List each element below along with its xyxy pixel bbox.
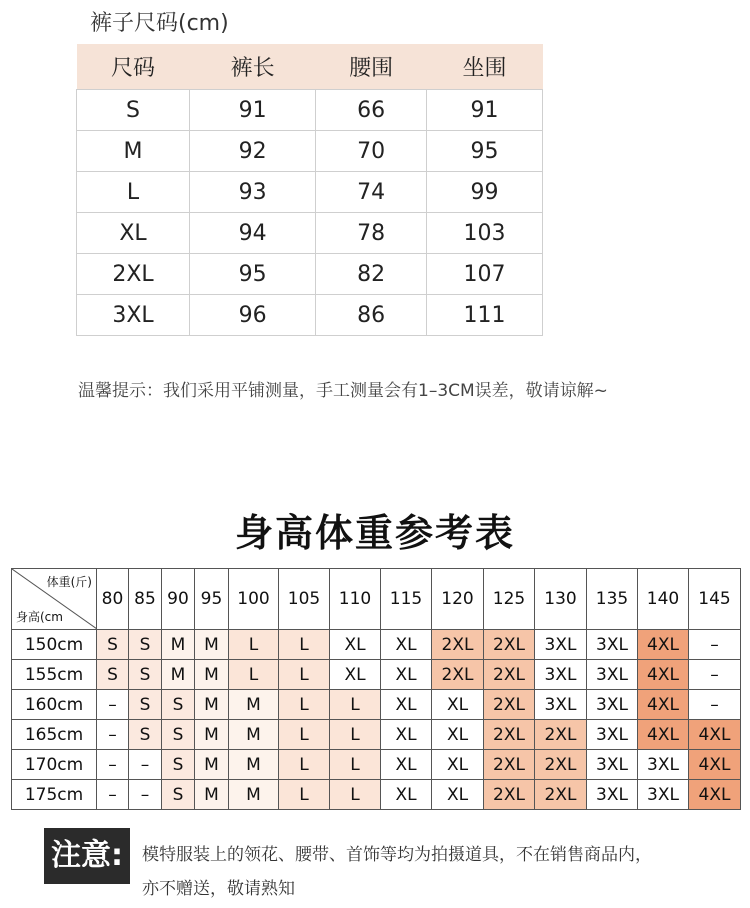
- size-cell: –: [97, 690, 129, 720]
- size-cell: 4XL: [638, 720, 689, 750]
- size-cell: 2XL: [535, 780, 587, 810]
- size-cell: L: [279, 690, 330, 720]
- size-cell: 3XL: [535, 630, 587, 660]
- size-cell: 4XL: [638, 660, 689, 690]
- pants-cell: 94: [190, 213, 316, 254]
- header-hip: 坐围: [427, 44, 543, 90]
- size-cell: 4XL: [638, 630, 689, 660]
- size-cell: M: [195, 720, 229, 750]
- height-cell: 165cm: [12, 720, 97, 750]
- pants-row: [77, 131, 543, 172]
- pants-cell: 103: [427, 213, 543, 254]
- size-cell: 3XL: [587, 780, 638, 810]
- size-cell: 2XL: [484, 750, 535, 780]
- height-axis-label: 身高(cm: [16, 610, 63, 624]
- weight-header-cell: 85: [129, 569, 162, 630]
- pants-cell: XL: [77, 213, 190, 254]
- note-text-line2: 亦不赠送，敬请熟知: [142, 879, 295, 899]
- size-cell: XL: [432, 690, 484, 720]
- weight-axis-label: 体重(斤): [46, 575, 92, 589]
- size-cell: XL: [330, 660, 381, 690]
- pants-row: [77, 213, 543, 254]
- pants-cell: 92: [190, 131, 316, 172]
- weight-header-cell: 115: [381, 569, 432, 630]
- size-cell: S: [162, 780, 195, 810]
- size-cell: 4XL: [689, 750, 741, 780]
- size-cell: L: [279, 780, 330, 810]
- size-cell: XL: [381, 750, 432, 780]
- size-cell: S: [129, 690, 162, 720]
- height-cell: 155cm: [12, 660, 97, 690]
- size-cell: M: [195, 690, 229, 720]
- note-badge: 注意:: [44, 828, 130, 884]
- size-cell: L: [330, 750, 381, 780]
- header-waist: 腰围: [316, 44, 427, 90]
- weight-header-cell: 130: [535, 569, 587, 630]
- pants-cell: 2XL: [77, 254, 190, 295]
- pants-row: [77, 295, 543, 336]
- size-cell: S: [162, 690, 195, 720]
- pants-cell: 95: [427, 131, 543, 172]
- pants-cell: 93: [190, 172, 316, 213]
- header-length: 裤长: [190, 44, 316, 90]
- weight-header-cell: 80: [97, 569, 129, 630]
- size-cell: S: [129, 630, 162, 660]
- size-cell: 3XL: [587, 660, 638, 690]
- size-cell: –: [97, 720, 129, 750]
- height-row: [12, 780, 741, 810]
- size-cell: –: [129, 750, 162, 780]
- size-cell: XL: [432, 750, 484, 780]
- pants-cell: 3XL: [77, 295, 190, 336]
- size-cell: –: [689, 630, 741, 660]
- size-cell: L: [330, 780, 381, 810]
- size-cell: 4XL: [689, 780, 741, 810]
- pants-cell: 96: [190, 295, 316, 336]
- size-cell: XL: [381, 630, 432, 660]
- size-cell: 2XL: [535, 720, 587, 750]
- size-cell: 2XL: [484, 720, 535, 750]
- pants-cell: 91: [427, 90, 543, 131]
- pants-row: [77, 90, 543, 131]
- size-cell: 4XL: [638, 690, 689, 720]
- size-cell: –: [689, 660, 741, 690]
- pants-cell: 91: [190, 90, 316, 131]
- size-cell: 3XL: [587, 630, 638, 660]
- size-cell: L: [279, 720, 330, 750]
- weight-header-cell: 135: [587, 569, 638, 630]
- weight-header-cell: 105: [279, 569, 330, 630]
- height-cell: 150cm: [12, 630, 97, 660]
- size-cell: M: [162, 630, 195, 660]
- size-cell: 2XL: [432, 660, 484, 690]
- pants-cell: 74: [316, 172, 427, 213]
- size-cell: M: [195, 630, 229, 660]
- pants-cell: 86: [316, 295, 427, 336]
- weight-header-cell: 90: [162, 569, 195, 630]
- size-cell: L: [330, 720, 381, 750]
- size-cell: XL: [432, 720, 484, 750]
- pants-cell: 66: [316, 90, 427, 131]
- weight-header-cell: 120: [432, 569, 484, 630]
- weight-header-cell: 95: [195, 569, 229, 630]
- size-cell: S: [162, 750, 195, 780]
- corner-cell: [12, 569, 97, 630]
- size-cell: 3XL: [587, 750, 638, 780]
- size-cell: XL: [330, 630, 381, 660]
- weight-header-cell: 145: [689, 569, 741, 630]
- weight-header-cell: 140: [638, 569, 689, 630]
- pants-header-row: [77, 44, 543, 90]
- size-cell: 3XL: [535, 690, 587, 720]
- pants-cell: 99: [427, 172, 543, 213]
- size-cell: –: [129, 780, 162, 810]
- size-cell: M: [195, 660, 229, 690]
- size-cell: XL: [381, 690, 432, 720]
- size-cell: M: [195, 750, 229, 780]
- pants-cell: M: [77, 131, 190, 172]
- size-cell: L: [279, 750, 330, 780]
- size-cell: 2XL: [484, 630, 535, 660]
- height-row: [12, 720, 741, 750]
- size-cell: 2XL: [535, 750, 587, 780]
- pants-cell: 70: [316, 131, 427, 172]
- size-cell: S: [162, 720, 195, 750]
- size-cell: XL: [381, 720, 432, 750]
- size-cell: M: [195, 780, 229, 810]
- weight-header-row: [12, 569, 741, 630]
- size-cell: –: [97, 750, 129, 780]
- size-cell: XL: [381, 780, 432, 810]
- size-cell: 3XL: [587, 690, 638, 720]
- height-row: [12, 660, 741, 690]
- size-cell: M: [229, 690, 279, 720]
- size-cell: M: [229, 780, 279, 810]
- pants-cell: 95: [190, 254, 316, 295]
- pants-cell: L: [77, 172, 190, 213]
- size-cell: L: [229, 630, 279, 660]
- weight-header-cell: 100: [229, 569, 279, 630]
- size-cell: XL: [381, 660, 432, 690]
- height-cell: 175cm: [12, 780, 97, 810]
- weight-header-cell: 110: [330, 569, 381, 630]
- size-cell: M: [229, 750, 279, 780]
- pants-row: [77, 254, 543, 295]
- pants-size-title: 裤子尺码(cm): [90, 11, 229, 36]
- size-cell: 3XL: [638, 780, 689, 810]
- size-cell: M: [162, 660, 195, 690]
- height-row: [12, 750, 741, 780]
- pants-cell: 78: [316, 213, 427, 254]
- pants-cell: 107: [427, 254, 543, 295]
- pants-size-table: [76, 44, 543, 336]
- size-cell: L: [279, 630, 330, 660]
- size-cell: S: [97, 660, 129, 690]
- size-cell: S: [129, 720, 162, 750]
- size-cell: 3XL: [638, 750, 689, 780]
- pants-cell: S: [77, 90, 190, 131]
- size-cell: 2XL: [484, 690, 535, 720]
- size-cell: M: [229, 720, 279, 750]
- pants-cell: 111: [427, 295, 543, 336]
- measurement-tip: 温馨提示：我们采用平铺测量，手工测量会有1–3CM误差，敬请谅解~: [78, 381, 608, 401]
- size-cell: 2XL: [432, 630, 484, 660]
- size-cell: 2XL: [484, 780, 535, 810]
- pants-cell: 82: [316, 254, 427, 295]
- height-weight-chart-title: 身高体重参考表: [234, 511, 515, 555]
- size-cell: S: [97, 630, 129, 660]
- size-cell: –: [689, 690, 741, 720]
- pants-row: [77, 172, 543, 213]
- height-cell: 170cm: [12, 750, 97, 780]
- size-cell: 2XL: [484, 660, 535, 690]
- size-cell: 4XL: [689, 720, 741, 750]
- size-cell: S: [129, 660, 162, 690]
- size-cell: –: [97, 780, 129, 810]
- weight-header-cell: 125: [484, 569, 535, 630]
- size-cell: 3XL: [535, 660, 587, 690]
- height-row: [12, 630, 741, 660]
- note-text-line1: 模特服装上的领花、腰带、首饰等均为拍摄道具，不在销售商品内，: [142, 845, 652, 865]
- header-size: 尺码: [77, 44, 190, 90]
- height-row: [12, 690, 741, 720]
- size-cell: 3XL: [587, 720, 638, 750]
- height-cell: 160cm: [12, 690, 97, 720]
- size-cell: L: [330, 690, 381, 720]
- size-cell: L: [229, 660, 279, 690]
- size-cell: XL: [432, 780, 484, 810]
- size-cell: L: [279, 660, 330, 690]
- height-weight-table: [11, 568, 741, 810]
